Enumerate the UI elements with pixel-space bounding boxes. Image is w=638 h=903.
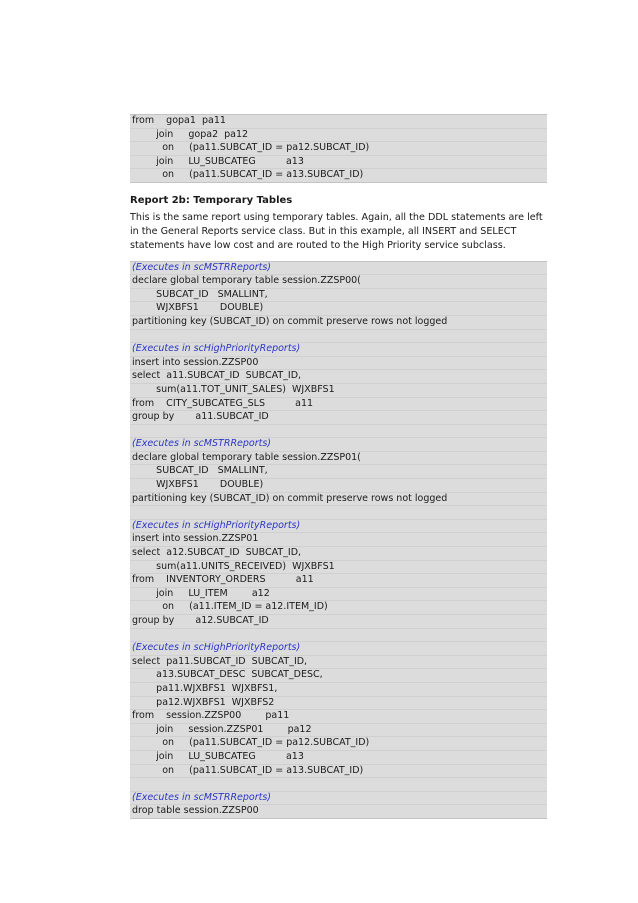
code-line: SUBCAT_ID SMALLINT, <box>130 464 547 478</box>
code-line-blank <box>130 424 547 438</box>
code-line: on (a11.ITEM_ID = a12.ITEM_ID) <box>130 600 547 614</box>
code-line: pa12.WJXBFS1 WJXBFS2 <box>130 696 547 710</box>
code-line: join LU_ITEM a12 <box>130 587 547 601</box>
code-line: drop table session.ZZSP00 <box>130 804 547 818</box>
execution-comment: (Executes in scMSTRReports) <box>132 261 272 273</box>
code-line: from session.ZZSP00 pa11 <box>130 709 547 723</box>
code-line-blank <box>130 329 547 343</box>
code-line-blank <box>130 505 547 519</box>
code-block-final-select <box>130 114 547 183</box>
code-line: group by a12.SUBCAT_ID <box>130 614 547 628</box>
code-line-blank <box>130 628 547 642</box>
code-line: select pa11.SUBCAT_ID SUBCAT_ID, <box>130 655 547 669</box>
code-line: join gopa2 pa12 <box>130 128 547 142</box>
code-line: select a11.SUBCAT_ID SUBCAT_ID, <box>130 369 547 383</box>
code-line: declare global temporary table session.ZZSP01( <box>130 451 547 465</box>
code-line: join LU_SUBCATEG a13 <box>130 155 547 169</box>
execution-comment: (Executes in scHighPriorityReports) <box>130 641 547 655</box>
code-line: declare global temporary table session.ZZSP00( <box>130 274 547 288</box>
code-line: sum(a11.UNITS_RECEIVED) WJXBFS1 <box>130 560 547 574</box>
code-line: insert into session.ZZSP01 <box>130 532 547 546</box>
code-line: partitioning key (SUBCAT_ID) on commit preserve rows not logged <box>130 492 547 506</box>
code-line: pa11.WJXBFS1 WJXBFS1, <box>130 682 547 696</box>
code-line: group by a11.SUBCAT_ID <box>130 410 547 424</box>
code-block-declare-zzsp00 <box>130 261 547 819</box>
code-line: WJXBFS1 DOUBLE) <box>130 301 547 315</box>
code-line: on (pa11.SUBCAT_ID = a13.SUBCAT_ID) <box>130 764 547 778</box>
code-line: WJXBFS1 DOUBLE) <box>130 478 547 492</box>
page-content <box>130 114 547 819</box>
code-line: on (pa11.SUBCAT_ID = pa12.SUBCAT_ID) <box>130 736 547 750</box>
code-line: sum(a11.TOT_UNIT_SALES) WJXBFS1 <box>130 383 547 397</box>
section-heading: Report 2b: Temporary Tables <box>130 194 293 206</box>
code-line-blank <box>130 777 547 791</box>
code-line: from CITY_SUBCATEG_SLS a11 <box>130 397 547 411</box>
code-line: SUBCAT_ID SMALLINT, <box>130 288 547 302</box>
code-line: on (pa11.SUBCAT_ID = a13.SUBCAT_ID) <box>130 168 547 182</box>
code-line: a13.SUBCAT_DESC SUBCAT_DESC, <box>130 668 547 682</box>
code-line: partitioning key (SUBCAT_ID) on commit preserve rows not logged <box>130 315 547 329</box>
code-line: from gopa1 pa11 <box>132 115 226 126</box>
code-line: on (pa11.SUBCAT_ID = pa12.SUBCAT_ID) <box>130 141 547 155</box>
execution-comment: (Executes in scMSTRReports) <box>130 791 547 805</box>
execution-comment: (Executes in scMSTRReports) <box>130 437 547 451</box>
body-paragraph: This is the same report using temporary tables. Again, all the DDL statements are left in the General Reports service class. But in this example, all INSERT and SELECT statements have low cost and are routed to the High Priority service subclass. <box>130 211 543 252</box>
execution-comment: (Executes in scHighPriorityReports) <box>130 519 547 533</box>
execution-comment: (Executes in scHighPriorityReports) <box>130 342 547 356</box>
code-line: insert into session.ZZSP00 <box>130 356 547 370</box>
code-line: select a12.SUBCAT_ID SUBCAT_ID, <box>130 546 547 560</box>
code-line: join session.ZZSP01 pa12 <box>130 723 547 737</box>
code-line: from INVENTORY_ORDERS a11 <box>130 573 547 587</box>
code-line: join LU_SUBCATEG a13 <box>130 750 547 764</box>
